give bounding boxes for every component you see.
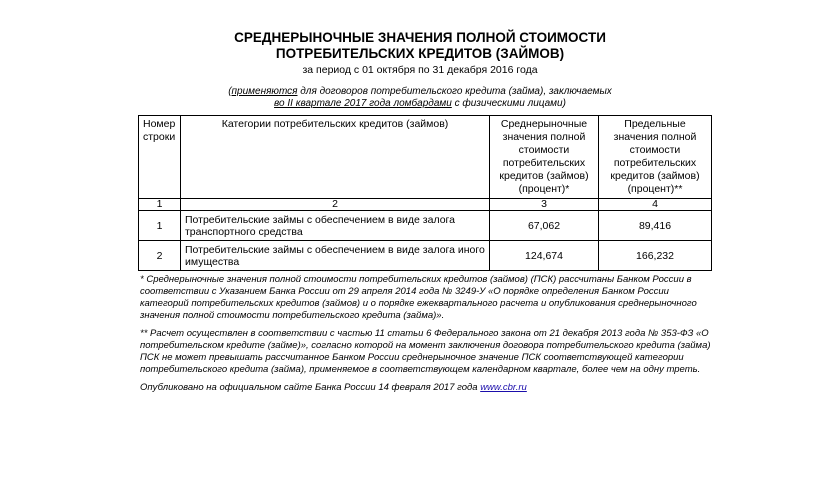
title-line-1: СРЕДНЕРЫНОЧНЫЕ ЗНАЧЕНИЯ ПОЛНОЙ СТОИМОСТИ: [234, 30, 606, 45]
column-number: 3: [490, 199, 599, 211]
row-number: 1: [139, 211, 181, 241]
period-subtitle: за период с 01 октября по 31 декабря 2016 года: [302, 64, 538, 76]
row-number: 2: [139, 241, 181, 271]
row-avg-value: 124,674: [490, 241, 599, 271]
row-max-value: 89,416: [599, 211, 712, 241]
document-title: [0, 30, 840, 62]
column-number-row: [139, 199, 712, 211]
publication-text: Опубликовано на официальном сайте Банка России 14 февраля 2017 года: [140, 382, 481, 393]
row-category: Потребительские займы с обеспечением в виде залога транспортного средства: [181, 211, 490, 241]
row-category: Потребительские займы с обеспечением в виде залога иного имущества: [181, 241, 490, 271]
column-number: 4: [599, 199, 712, 211]
note-period-underlined: во II квартале 2017 года ломбардами: [274, 98, 452, 109]
footnote-1: * Среднерыночные значения полной стоимости потребительских кредитов (займов) (ПСК) рассчитаны Банком России в соответствии с Указанием Банка России от 29 апреля 2014 года № 3249-У «О порядке определения Банком России категорий потребительских кредитов (займов) и о порядке ежеквартального расчета и опубликования среднерыночного значения полной стоимости потребительского кредита (займа)».: [140, 274, 697, 321]
footnotes: [140, 274, 715, 400]
note-text-2: с физическими лицами): [451, 98, 566, 109]
psk-table: [138, 115, 712, 271]
note-paren: (: [228, 86, 232, 97]
title-line-2: ПОТРЕБИТЕЛЬСКИХ КРЕДИТОВ (ЗАЙМОВ): [275, 46, 565, 61]
header-max-psk: Предельные значения полной стоимости потребительских кредитов (займов) (процент)**: [599, 116, 712, 199]
note-text-1: для договоров потребительского кредита (займа), заключаемых: [297, 86, 612, 97]
row-avg-value: 67,062: [490, 211, 599, 241]
publication-note: [140, 382, 715, 394]
table-row: [139, 241, 712, 271]
column-number: 1: [139, 199, 181, 211]
cbr-link[interactable]: www.cbr.ru: [480, 382, 527, 393]
header-row-number: Номер строки: [139, 116, 181, 199]
table-header-row: [139, 116, 712, 199]
table-row: [139, 211, 712, 241]
row-max-value: 166,232: [599, 241, 712, 271]
note-applies-underlined: применяются: [231, 86, 298, 97]
footnote-2: ** Расчет осуществлен в соответствии с частью 11 статьи 6 Федерального закона от 21 декабря 2013 года № 353-ФЗ «О потребительском кредите (займе)», согласно которой на момент заключения договора потребительского кредита (займа) ПСК не может превышать рассчитанное Банком России среднерыночное значение ПСК соответствующей категории потребительского кредита (займа), применяемое в соответствующем календарном квартале, более чем на одну треть.: [140, 328, 711, 375]
header-avg-psk: Среднерыночные значения полной стоимости потребительских кредитов (займов) (процент)*: [490, 116, 599, 199]
applicability-note: [0, 86, 840, 110]
header-category: Категории потребительских кредитов (займов): [181, 116, 490, 199]
column-number: 2: [181, 199, 490, 211]
